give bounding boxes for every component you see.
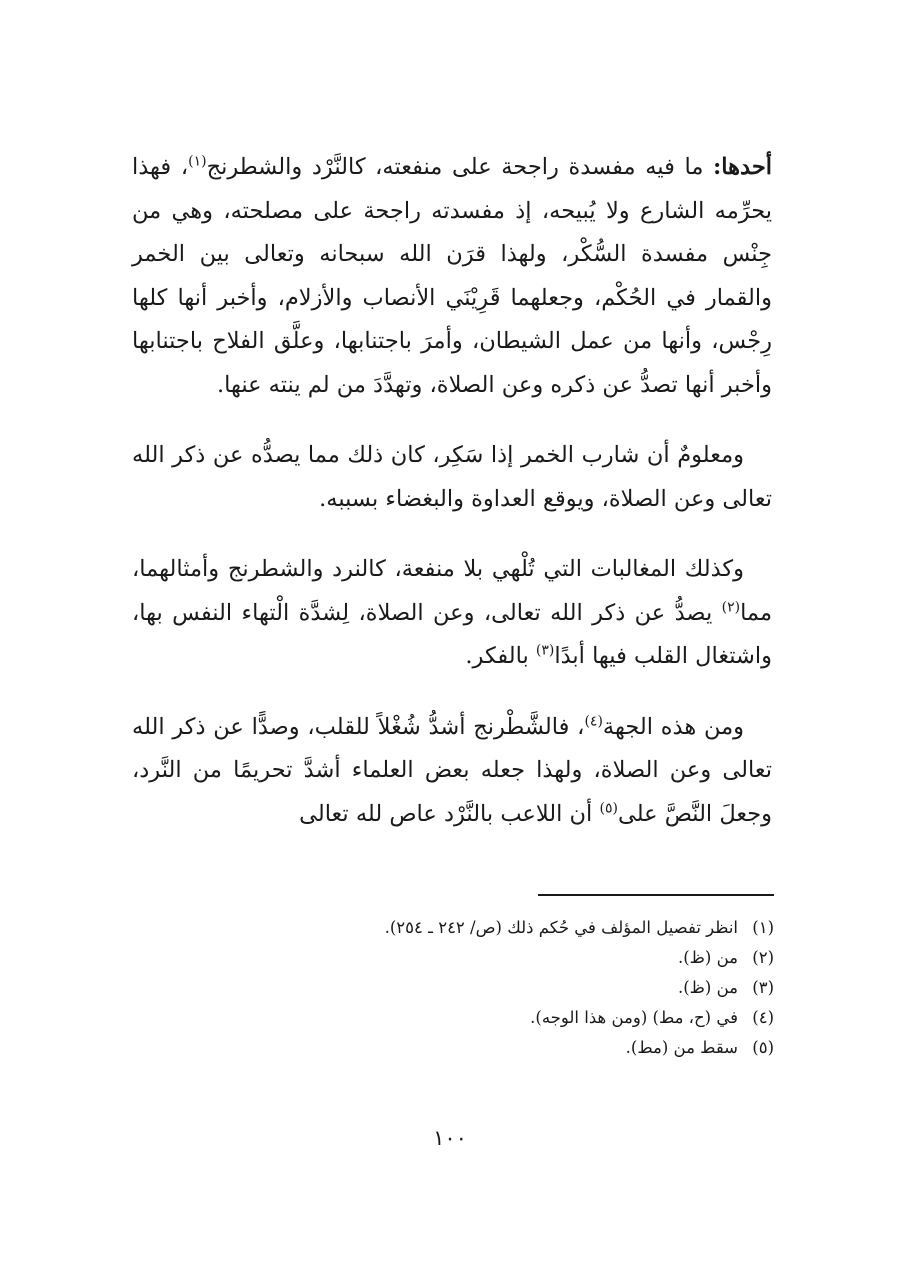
footnote-divider bbox=[538, 894, 774, 896]
footnote-number: (٢) bbox=[752, 948, 774, 967]
paragraph-4-text-c: أن اللاعب بالنَّرْد عاص لله تعالى bbox=[299, 800, 600, 827]
footnotes bbox=[200, 913, 774, 1063]
footnote-number: (١) bbox=[752, 918, 774, 937]
footnote-5 bbox=[200, 1033, 774, 1063]
footnote-text: انظر تفصيل المؤلف في حُكم ذلك (ص/ ٢٤٢ ـ ٢٥٤). bbox=[384, 918, 738, 937]
lead-word: أحدها: bbox=[713, 154, 772, 180]
paragraph-1-text-b: ، فهذا يحرِّمه الشارع ولا يُبيحه، إذ مفسدته راجحة على مصلحته، وهي من جِنْس مفسدة السُّكْر، ولهذا قرَن الله سبحانه وتعالى بين الخمر والقمار في الحُكْم، وجعلهما قَرِيْنَي الأنصاب والأزلام، وأخبر أنها كلها رِجْس، وأنها من عمل الشيطان، وأمرَ باجتنابها، وعلَّق الفلاح باجتنابها وأخبر أنها تصدُّ عن ذكره وعن الصلاة، وتهدَّدَ من لم ينته عنها. bbox=[132, 154, 772, 398]
footnote-ref-1[interactable]: (١) bbox=[188, 153, 207, 170]
footnote-text: من (ظ). bbox=[677, 948, 738, 967]
paragraph-4 bbox=[132, 706, 772, 837]
paragraph-2 bbox=[132, 434, 772, 521]
page-number: ١٠٠ bbox=[433, 1126, 467, 1150]
paragraph-2-text: ومعلومٌ أن شارب الخمر إذا سَكِر، كان ذلك مما يصدُّه عن ذكر الله تعالى وعن الصلاة، ويوقع العداوة والبغضاء بسببه. bbox=[132, 442, 772, 512]
main-text bbox=[132, 146, 772, 863]
footnote-ref-4[interactable]: (٤) bbox=[584, 713, 603, 729]
footnote-text: من (ظ). bbox=[677, 978, 738, 997]
footnote-ref-5[interactable]: (٥) bbox=[599, 800, 618, 816]
footnote-1 bbox=[200, 913, 774, 943]
paragraph-4-text-a: ومن هذه الجهة bbox=[602, 713, 744, 740]
footnote-4 bbox=[200, 1003, 774, 1033]
footnote-ref-2[interactable]: (٢) bbox=[721, 599, 741, 615]
footnote-number: (٥) bbox=[752, 1038, 774, 1057]
paragraph-3-text-b: يصدُّ عن ذكر الله تعالى، وعن الصلاة، لِشدَّة الْتهاء النفس بها، واشتغال القلب فيها أبدًا bbox=[132, 599, 772, 669]
paragraph-3-text-a: وكذلك المغالبات التي تُلْهي بلا منفعة، كالنرد والشطرنج وأمثالهما، مما bbox=[132, 556, 772, 626]
footnote-ref-3[interactable]: (٣) bbox=[535, 642, 555, 659]
footnote-text: سقط من (مط). bbox=[625, 1038, 738, 1057]
footnote-3 bbox=[200, 973, 774, 1003]
paragraph-3 bbox=[132, 548, 772, 679]
footnote-number: (٣) bbox=[752, 978, 774, 997]
paragraph-1 bbox=[132, 146, 772, 407]
footnote-2 bbox=[200, 943, 774, 973]
paragraph-3-text-c: بالفكر. bbox=[465, 643, 536, 669]
paragraph-4-text-b: ، فالشَّطْرنج أشدُّ شُغْلاً للقلب، وصدًّا عن ذكر الله تعالى وعن الصلاة، ولهذا جعله بعض العلماء أشدَّ تحريمًا من النَّرد، وجعلَ النَّصَّ على bbox=[132, 713, 772, 827]
paragraph-1-text-a: ما فيه مفسدة راجحة على منفعته، كالنَّرْد والشطرنج bbox=[206, 154, 713, 180]
footnote-number: (٤) bbox=[752, 1008, 774, 1027]
footnote-text: في (ح، مط) (ومن هذا الوجه). bbox=[530, 1008, 738, 1027]
